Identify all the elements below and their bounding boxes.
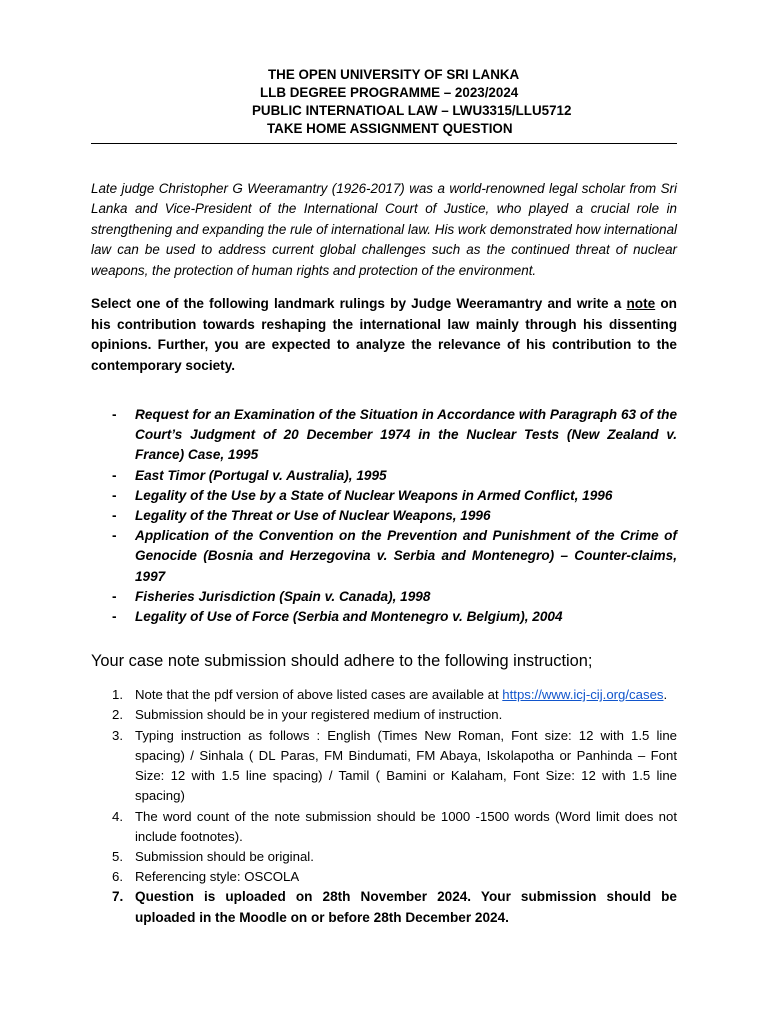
- header-divider: [91, 143, 677, 144]
- task-paragraph: [91, 294, 677, 376]
- item-number: 2.: [112, 707, 123, 723]
- document-header: [91, 66, 677, 138]
- instruction-text: Submission should be in your registered medium of instruction.: [135, 707, 503, 723]
- item-number: 1.: [112, 687, 123, 703]
- item-number: 4.: [112, 808, 123, 824]
- instruction-item: [91, 867, 677, 887]
- item-number: 3.: [112, 727, 123, 743]
- instruction-text: The word count of the note submission should be 1000 -1500 words (Word limit does not include footnotes).: [135, 808, 677, 844]
- case-item: - Request for an Examination of the Situation in Accordance with Paragraph 63 of the Court’s Judgment of 20 December 1974 in the Nuclear Tests (New Zealand v. France) Case, 1995: [91, 405, 677, 466]
- instruction-item: [91, 807, 677, 847]
- instruction-text: Note that the pdf version of above listed cases are available at: [135, 687, 499, 703]
- document-page: [91, 66, 677, 941]
- case-item: - East Timor (Portugal v. Australia), 1995: [91, 466, 677, 486]
- instruction-item: [91, 726, 677, 807]
- item-number: 7.: [112, 889, 124, 905]
- intro-paragraph: Late judge Christopher G Weeramantry (1926-2017) was a world-renowned legal scholar from Sri Lanka and Vice-President of the International Court of Justice, who played a crucial role in strengthening and expanding the rule of international law. His work demonstrated how international law can be used to address current global challenges such as the continued threat of nuclear weapons, the protection of human rights and protection of the environment.: [91, 181, 677, 278]
- instruction-list: [91, 685, 677, 927]
- instruction-item: [91, 705, 677, 725]
- item-number: 5.: [112, 848, 123, 864]
- instruction-text: Referencing style: OSCOLA: [135, 869, 300, 885]
- task-underlined-word: note: [626, 296, 656, 312]
- instruction-text: Typing instruction as follows : English (Times New Roman, Font size: 12 with 1.5 line spacing) / Sinhala ( DL Paras, FM Bindumati, FM Abaya, Iskolapotha or Panhinda – Font Size: 12 with 1.5 line spacing) / Tamil ( Bamini or Kalaham, Font Size: 12 with 1.5 line spacing): [135, 727, 677, 804]
- instructions-heading: Your case note submission should adhere to the following instruction;: [91, 652, 593, 671]
- icj-cases-link[interactable]: https://www.icj-cij.org/cases: [502, 687, 664, 703]
- case-item: - Legality of the Threat or Use of Nuclear Weapons, 1996: [91, 506, 677, 526]
- instruction-item: [91, 685, 677, 705]
- course-title: PUBLIC INTERNATIOAL LAW – LWU3315/LLU5712: [252, 103, 572, 118]
- case-item: - Fisheries Jurisdiction (Spain v. Canada), 1998: [91, 587, 677, 607]
- task-text-after: on his contribution towards reshaping the international law mainly through his dissenting opinions. Further, you are expected to analyze the relevance of his contribution to the contemporary society.: [91, 296, 677, 373]
- assignment-title: TAKE HOME ASSIGNMENT QUESTION: [267, 121, 513, 136]
- item-number: 6.: [112, 869, 123, 885]
- case-item: - Legality of Use of Force (Serbia and Montenegro v. Belgium), 2004: [91, 607, 677, 627]
- case-list: [91, 405, 677, 627]
- case-item: - Application of the Convention on the Prevention and Punishment of the Crime of Genocide (Bosnia and Herzegovina v. Serbia and Montenegro) – Counter-claims, 1997: [91, 526, 677, 587]
- instruction-item: [91, 847, 677, 867]
- instruction-text: Submission should be original.: [135, 848, 314, 864]
- case-item: - Legality of the Use by a State of Nuclear Weapons in Armed Conflict, 1996: [91, 486, 677, 506]
- university-name: THE OPEN UNIVERSITY OF SRI LANKA: [268, 67, 520, 82]
- instruction-item: [91, 887, 677, 927]
- task-text-before: Select one of the following landmark rulings by Judge Weeramantry and write a: [91, 296, 627, 312]
- instruction-period: .: [663, 687, 668, 703]
- instruction-text: Question is uploaded on 28th November 2024. Your submission should be uploaded in the Moodle on or before 28th December 2024.: [135, 889, 677, 925]
- programme-title: LLB DEGREE PROGRAMME – 2023/2024: [260, 85, 519, 100]
